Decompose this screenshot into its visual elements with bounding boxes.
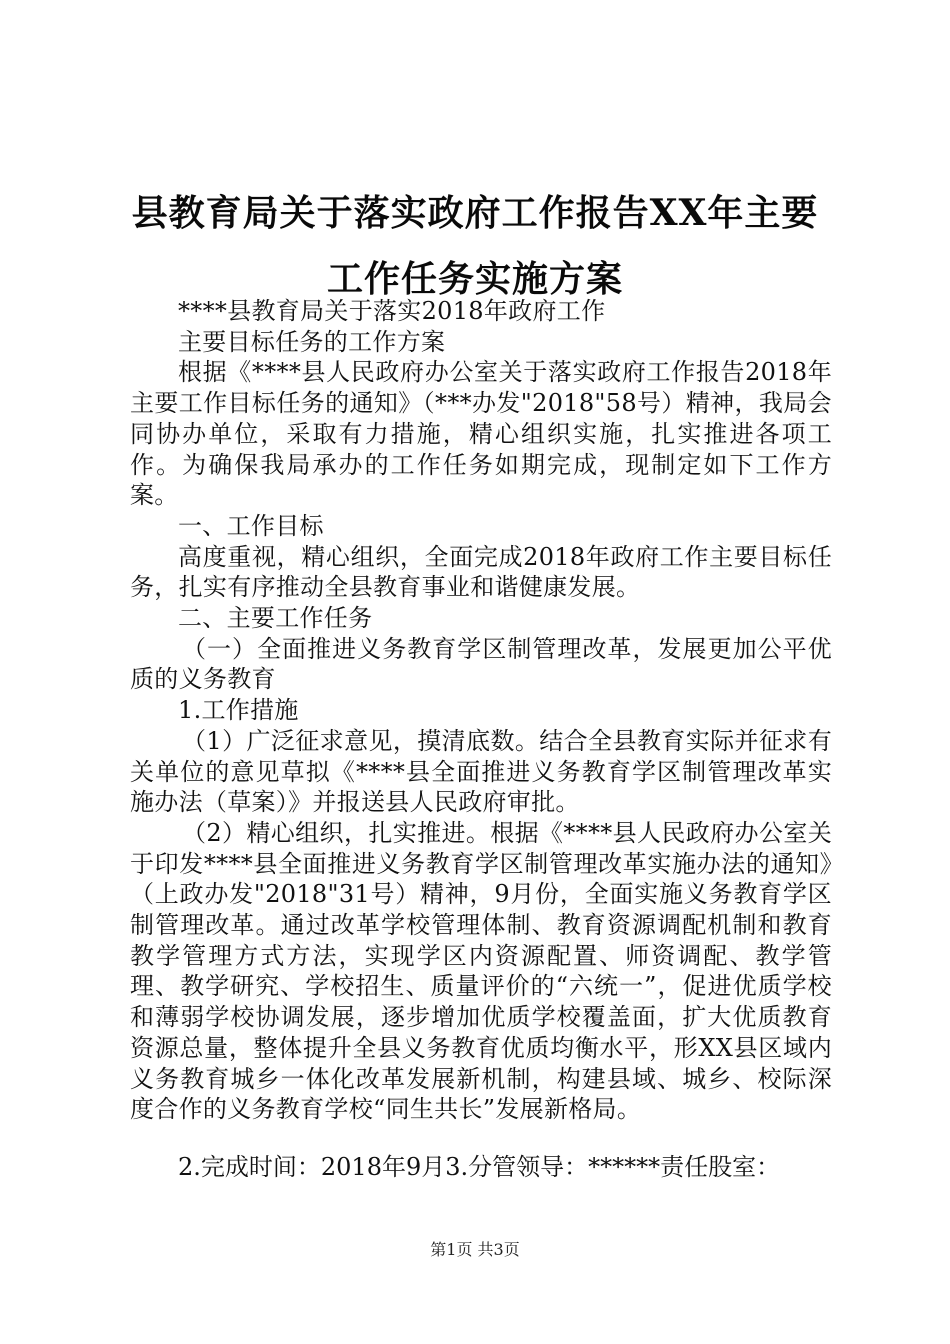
section-heading-tasks: 二、主要工作任务	[178, 604, 373, 633]
paragraph-measure-2: （2）精心组织，扎实推进。根据《****县人民政府办公室关于印发****县全面推进义务教育学区制管理改革实施办法的通知》（上政办发"2018"31号）精神，9月份，全面实施义务教育学区制管理改革。通过改革学校管理体制、教育资源调配机制和教育教学管理方式方法，实现学区内资源配置、师资调配、教学管理、教学研究、学校招生、质量评价的“六统一”，促进优质学校和薄弱学校协调发展，逐步增加优质学校覆盖面，扩大优质教育资源总量，整体提升全县义务教育优质均衡水平，形XX县区域内义务教育城乡一体化改革发展新机制，构建县域、城乡、校际深度合作的义务教育学校“同生共长”发展新格局。	[130, 818, 832, 1124]
document-body	[130, 296, 832, 1125]
item-heading-measures: 1.工作措施	[178, 696, 299, 725]
page-number: 第1页 共3页	[430, 1240, 520, 1259]
paragraph-subtitle-line-2: 主要目标任务的工作方案	[178, 327, 446, 356]
paragraph-subtitle-line-1: ****县教育局关于落实2018年政府工作	[178, 297, 606, 325]
subsection-heading-1: （一）全面推进义务教育学区制管理改革，发展更加公平优质的义务教育	[130, 634, 832, 694]
paragraph-completion-time: 2.完成时间：2018年9月3.分管领导：******责任股室：	[178, 1153, 781, 1181]
paragraph-goals: 高度重视，精心组织，全面完成2018年政府工作主要目标任务，扎实有序推动全县教育事业和谐健康发展。	[130, 542, 832, 602]
document-title: 县教育局关于落实政府工作报告XX年主要工作任务实施方案	[131, 192, 819, 300]
paragraph-measure-1: （1）广泛征求意见，摸清底数。结合全县教育实际并征求有关单位的意见草拟《****县全面推进义务教育学区制管理改革实施办法（草案）》并报送县人民政府审批。	[130, 726, 832, 817]
paragraph-intro: 根据《****县人民政府办公室关于落实政府工作报告2018年主要工作目标任务的通知》（***办发"2018"58号）精神，我局会同协办单位，采取有力措施，精心组织实施，扎实推进各项工作。为确保我局承办的工作任务如期完成，现制定如下工作方案。	[130, 358, 832, 510]
section-heading-goals: 一、工作目标	[178, 511, 324, 540]
